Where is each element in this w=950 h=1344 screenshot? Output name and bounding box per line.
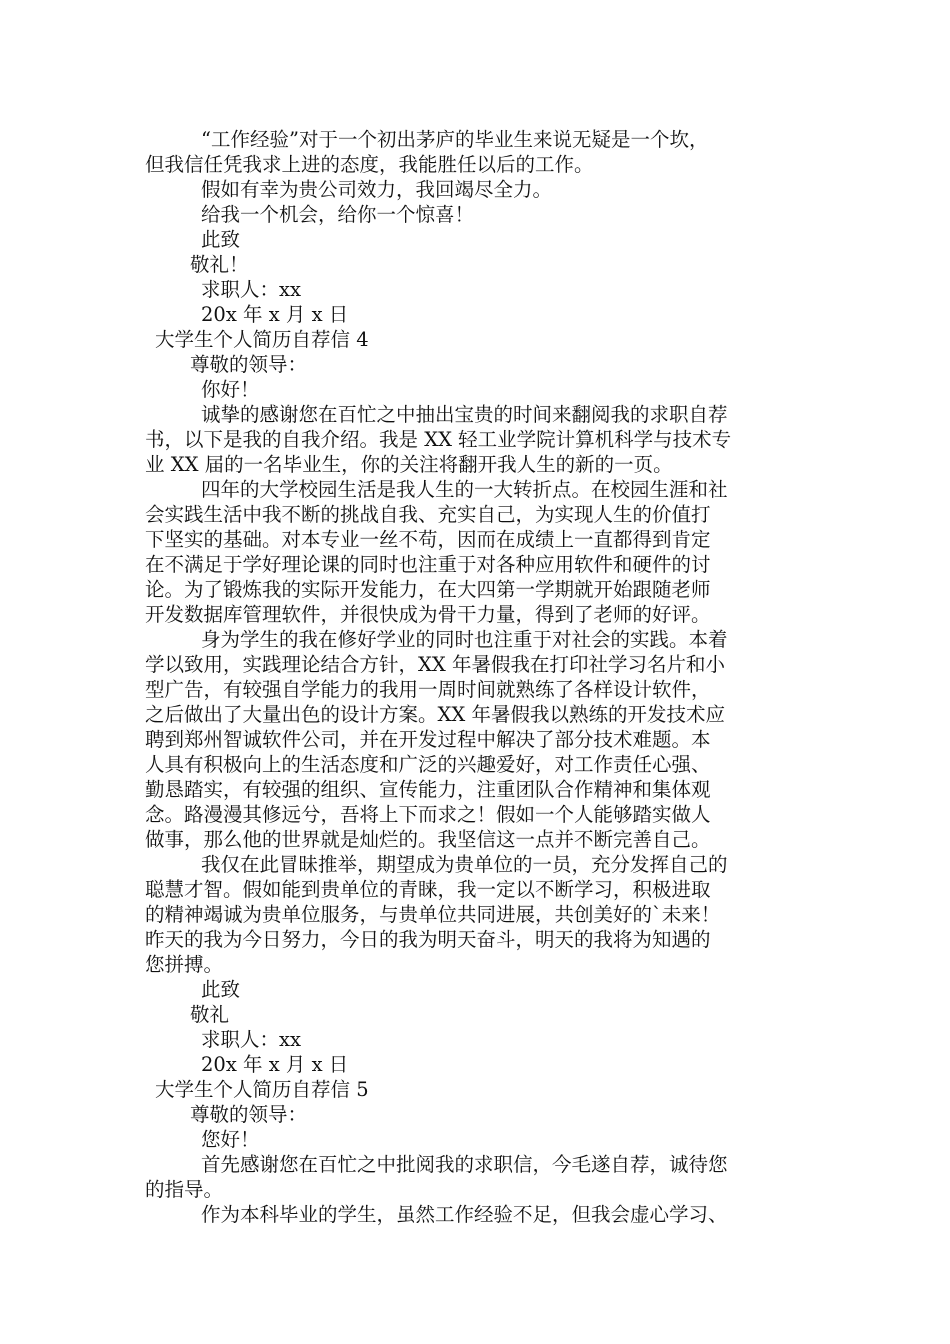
text-line: 会实践生活中我不断的挑战自我、充实自己，为实现人生的价值打 bbox=[145, 503, 711, 526]
section-heading: 大学生个人简历自荐信 5 bbox=[155, 1078, 369, 1101]
text-line: 的精神竭诚为贵单位服务，与贵单位共同进展，共创美好的`未来！ bbox=[145, 903, 721, 926]
greeting-hello: 你好！ bbox=[201, 378, 260, 401]
text-line: 在不满足于学好理论课的同时也注重于对各种应用软件和硬件的讨 bbox=[145, 553, 711, 576]
greeting-recipient: 尊敬的领导： bbox=[190, 1103, 308, 1126]
text-line: 勤恳踏实，有较强的组织、宣传能力，注重团队合作精神和集体观 bbox=[145, 778, 711, 801]
text-line: 人具有积极向上的生活态度和广泛的兴趣爱好，对工作责任心强、 bbox=[145, 753, 711, 776]
salutation-regards: 敬礼 bbox=[190, 1003, 230, 1026]
signature-applicant: 求职人：xx bbox=[201, 1028, 301, 1051]
text-line: 诚挚的感谢您在百忙之中抽出宝贵的时间来翻阅我的求职自荐 bbox=[201, 403, 728, 426]
text-line: 我仅在此冒昧推举，期望成为贵单位的一员，充分发挥自己的 bbox=[201, 853, 728, 876]
section-heading: 大学生个人简历自荐信 4 bbox=[155, 328, 369, 351]
text-line: 开发数据库管理软件，并很快成为骨干力量，得到了老师的好评。 bbox=[145, 603, 711, 626]
greeting-recipient: 尊敬的领导： bbox=[190, 353, 308, 376]
text-line: 念。路漫漫其修远兮，吾将上下而求之！假如一个人能够踏实做人 bbox=[145, 803, 711, 826]
signature-date: 20x 年 x 月 x 日 bbox=[201, 303, 349, 326]
salutation-regards: 敬礼！ bbox=[190, 253, 249, 276]
text-line: 但我信任凭我求上进的态度，我能胜任以后的工作。 bbox=[145, 153, 594, 176]
text-line: 下坚实的基础。对本专业一丝不苟，因而在成绩上一直都得到肯定 bbox=[145, 528, 711, 551]
salutation-closing: 此致 bbox=[201, 978, 241, 1001]
salutation-closing: 此致 bbox=[201, 228, 241, 251]
text-line: 昨天的我为今日努力，今日的我为明天奋斗，明天的我将为知遇的 bbox=[145, 928, 711, 951]
text-line: 做事，那么他的世界就是灿烂的。我坚信这一点并不断完善自己。 bbox=[145, 828, 711, 851]
text-line: 聘到郑州智诚软件公司，并在开发过程中解决了部分技术难题。本 bbox=[145, 728, 711, 751]
text-line: 业 XX 届的一名毕业生，你的关注将翻开我人生的新的一页。 bbox=[145, 453, 673, 476]
text-line: 的指导。 bbox=[145, 1178, 224, 1201]
text-line: 身为学生的我在修好学业的同时也注重于对社会的实践。本着 bbox=[201, 628, 728, 651]
text-line: 假如有幸为贵公司效力，我回竭尽全力。 bbox=[201, 178, 553, 201]
text-line: 您拼搏。 bbox=[145, 953, 224, 976]
text-line: 首先感谢您在百忙之中批阅我的求职信，今毛遂自荐，诚待您 bbox=[201, 1153, 728, 1176]
signature-date: 20x 年 x 月 x 日 bbox=[201, 1053, 349, 1076]
greeting-hello: 您好！ bbox=[201, 1128, 260, 1151]
text-line: “工作经验”对于一个初出茅庐的毕业生来说无疑是一个坎， bbox=[201, 128, 709, 151]
text-line: 学以致用，实践理论结合方针，XX 年暑假我在打印社学习名片和小 bbox=[145, 653, 725, 676]
text-line: 之后做出了大量出色的设计方案。XX 年暑假我以熟练的开发技术应 bbox=[145, 703, 725, 726]
text-line: 型广告，有较强自学能力的我用一周时间就熟练了各样设计软件， bbox=[145, 678, 711, 701]
text-line: 四年的大学校园生活是我人生的一大转折点。在校园生涯和社 bbox=[201, 478, 728, 501]
text-line: 作为本科毕业的学生，虽然工作经验不足，但我会虚心学习、 bbox=[201, 1203, 728, 1226]
signature-applicant: 求职人：xx bbox=[201, 278, 301, 301]
text-line: 书，以下是我的自我介绍。我是 XX 轻工业学院计算机科学与技术专 bbox=[145, 428, 732, 451]
text-line: 聪慧才智。假如能到贵单位的青睐，我一定以不断学习，积极进取 bbox=[145, 878, 711, 901]
text-line: 给我一个机会，给你一个惊喜！ bbox=[201, 203, 475, 226]
text-line: 论。为了锻炼我的实际开发能力，在大四第一学期就开始跟随老师 bbox=[145, 578, 711, 601]
